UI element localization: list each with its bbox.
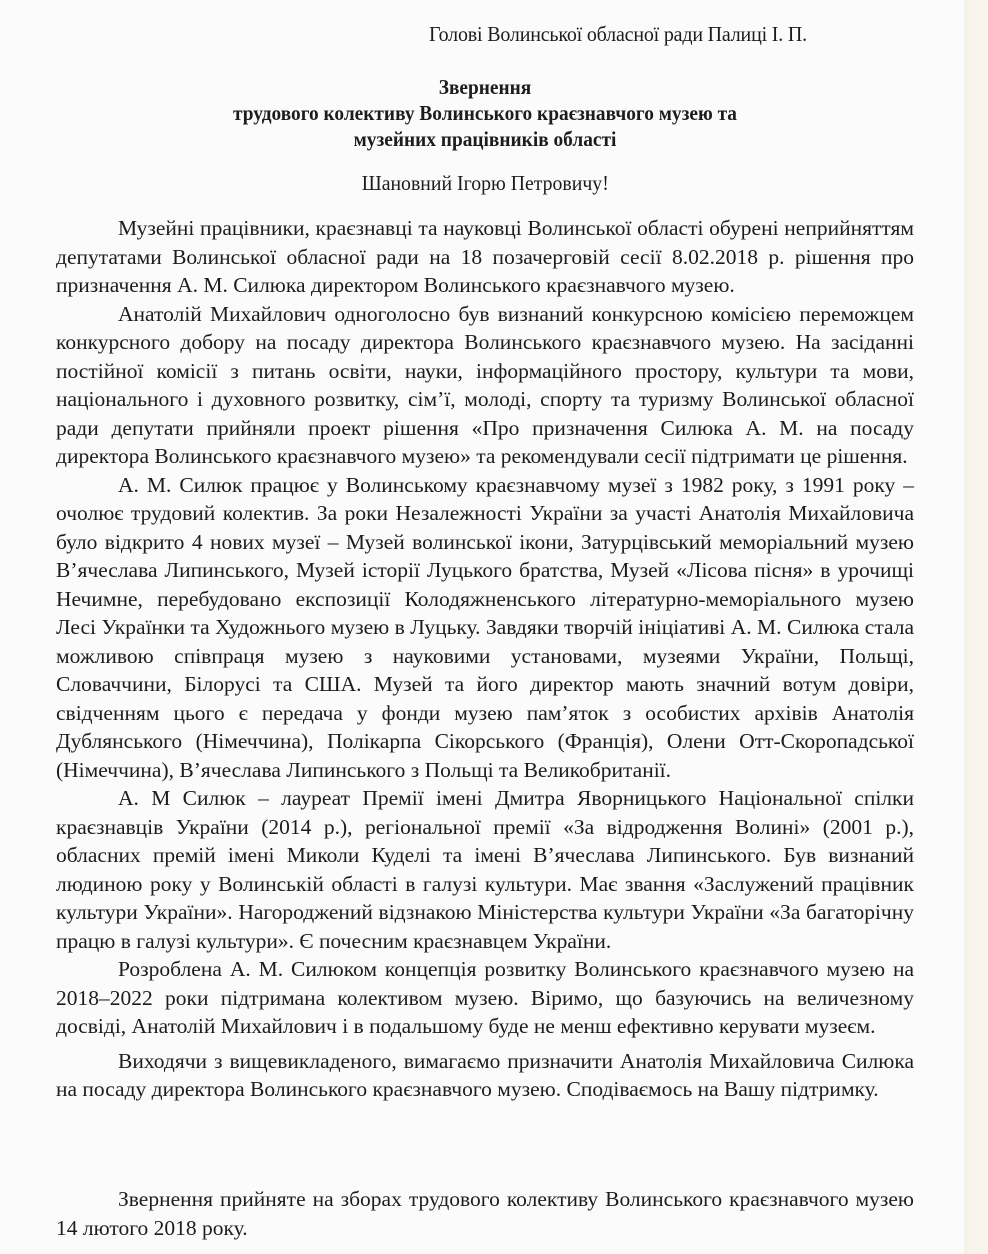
- scan-edge: [964, 0, 988, 1254]
- closing-note: [56, 1185, 914, 1242]
- title-line: трудового колективу Волинського краєзнавчого музею та: [233, 101, 737, 125]
- title-line: Звернення: [438, 75, 532, 99]
- title-line: музейних працівників області: [353, 127, 617, 151]
- paragraph: Виходячи з вищевикладеного, вимагаємо призначити Анатолія Михайловича Силюка на посаду директора Волинського краєзнавчого музею. Сподіваємось на Вашу підтримку.: [56, 1048, 914, 1101]
- document-body: [56, 214, 914, 1104]
- document-title: [56, 74, 914, 152]
- paragraph: А. М Силюк – лауреат Премії імені Дмитра Яворницького Національної спілки краєзнавців України (2014 р.), регіональної премії «За відродження Волині» (2001 р.), обласних премій імені Миколи Куделі та імені В’ячеслава Липинського. Був визнаний людиною року у Волинській області в галузі культури. Має звання «Заслужений працівник культури України». Нагороджений відзнакою Міністерства культури України «За багаторічну працю в галузі культури». Є почесним краєзнавцем України.: [56, 786, 914, 953]
- addressee: Голові Волинської обласної ради Палиці І. П.: [429, 22, 807, 46]
- paragraph: Розроблена А. М. Силюком концепція розвитку Волинського краєзнавчого музею на 2018–2022 роки підтримана колективом музею. Віримо, що базуючись на величезному досвіді, Анатолій Михайлович і в подальшому буде не менш ефективно керувати музеєм.: [56, 957, 914, 1038]
- paragraph: Анатолій Михайлович одноголосно був визнаний конкурсною комісією переможцем конкурсного добору на посаду директора Волинського краєзнавчого музею. На засіданні постійної комісії з питань освіти, науки, інформаційного простору, культури та мови, національного і духовного розвитку, сім’ї, молоді, спорту та туризму Волинської обласної ради депутати прийняли проект рішення «Про призначення Силюка А. М. на посаду директора Волинського краєзнавчого музею» та рекомендували сесії підтримати це рішення.: [56, 301, 914, 468]
- paragraph: А. М. Силюк працює у Волинському краєзнавчому музеї з 1982 року, з 1991 року – очолює трудовий колектив. За роки Незалежності України за участі Анатолія Михайловича було відкрито 4 нових музеї – Музей волинської ікони, Затурцівський меморіальний музею В’ячеслава Липинського, Музей історії Луцького братства, Музей «Лісова пісня» в урочищі Нечимне, перебудовано експозиції Колодяжненського літературно-меморіального музею Лесі Українки та Художнього музею в Луцьку. Завдяки творчій ініціативі А. М. Силюка стала можливою співпраця музею з науковими установами, музеями України, Польщі, Словаччини, Білорусі та США. Музей та його директор мають значний вотум довіри, свідченням цього є передача у фонди музею пам’яток з особистих архівів Анатолія Дублянського (Німеччина), Полікарпа Сікорського (Франція), Олени Отт-Скоропадської (Німеччина), В’ячеслава Липинського з Польщі та Великобританії.: [56, 472, 914, 782]
- salutation: Шановний Ігорю Петровичу!: [361, 171, 609, 195]
- paragraph: Музейні працівники, краєзнавці та науковці Волинської області обурені неприйняттям депутатами Волинської обласної ради на 18 позачерговій сесії 8.02.2018 р. рішення про призначення А. М. Силюка директором Волинського краєзнавчого музею.: [56, 216, 914, 297]
- closing-paragraph: Звернення прийняте на зборах трудового колективу Волинського краєзнавчого музею 14 лютого 2018 року.: [56, 1187, 914, 1240]
